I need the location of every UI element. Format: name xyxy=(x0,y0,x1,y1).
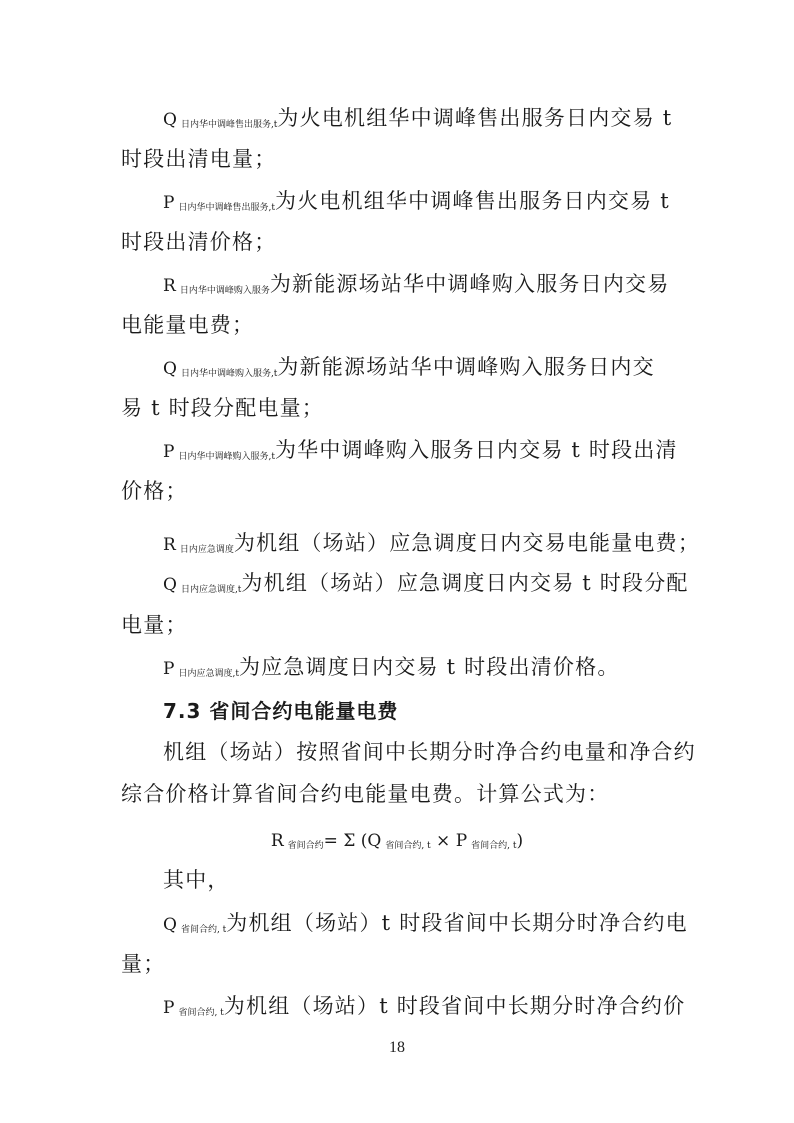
section-heading: 7.3 省间合约电能量电费 xyxy=(163,699,399,723)
page-number: 18 xyxy=(389,1039,405,1056)
formula: R $_{省间合约}$= Σ (Q $_{省间合约, t}$ × P $_{省间合约, t}$) xyxy=(270,831,524,851)
definition-line: P $_{省间合约, t}$为机组（场站）t 时段省间中长期分时净合约价 xyxy=(163,994,686,1018)
continuation-line: 价格； xyxy=(121,479,188,503)
continuation-line: 电量； xyxy=(121,613,188,637)
definition-line: R $_{日内应急调度}$为机组（场站）应急调度日内交易电能量电费； xyxy=(163,531,701,555)
definition-line: P $_{日内华中调峰售出服务,t}$为火电机组华中调峰售出服务日内交易 t xyxy=(163,189,670,213)
continuation-line: 时段出清电量； xyxy=(121,147,277,171)
body-paragraph-line: 机组（场站）按照省间中长期分时净合约电量和净合约 xyxy=(163,740,696,764)
definition-line: Q $_{日内应急调度,t}$为机组（场站）应急调度日内交易 t 时段分配 xyxy=(163,571,689,595)
continuation-line: 量； xyxy=(121,952,166,976)
definition-line: P $_{日内华中调峰购入服务,t}$为华中调峰购入服务日内交易 t 时段出清 xyxy=(163,438,678,462)
continuation-line: 时段出清价格； xyxy=(121,230,277,254)
where-label: 其中， xyxy=(163,868,230,892)
body-paragraph-line: 综合价格计算省间合约电能量电费。计算公式为： xyxy=(121,782,610,806)
definition-line: Q $_{日内华中调峰售出服务,t}$为火电机组华中调峰售出服务日内交易 t xyxy=(163,106,673,130)
continuation-line: 电能量电费； xyxy=(121,313,255,337)
definition-line: Q $_{省间合约, t}$为机组（场站）t 时段省间中长期分时净合约电 xyxy=(163,911,688,935)
definition-line: P $_{日内应急调度,t}$为应急调度日内交易 t 时段出清价格。 xyxy=(163,655,620,679)
continuation-line: 易 t 时段分配电量； xyxy=(121,396,324,420)
definition-line: R $_{日内华中调峰购入服务}$为新能源场站华中调峰购入服务日内交易 xyxy=(163,272,670,296)
definition-line: Q $_{日内华中调峰购入服务,t}$为新能源场站华中调峰购入服务日内交 xyxy=(163,355,655,379)
